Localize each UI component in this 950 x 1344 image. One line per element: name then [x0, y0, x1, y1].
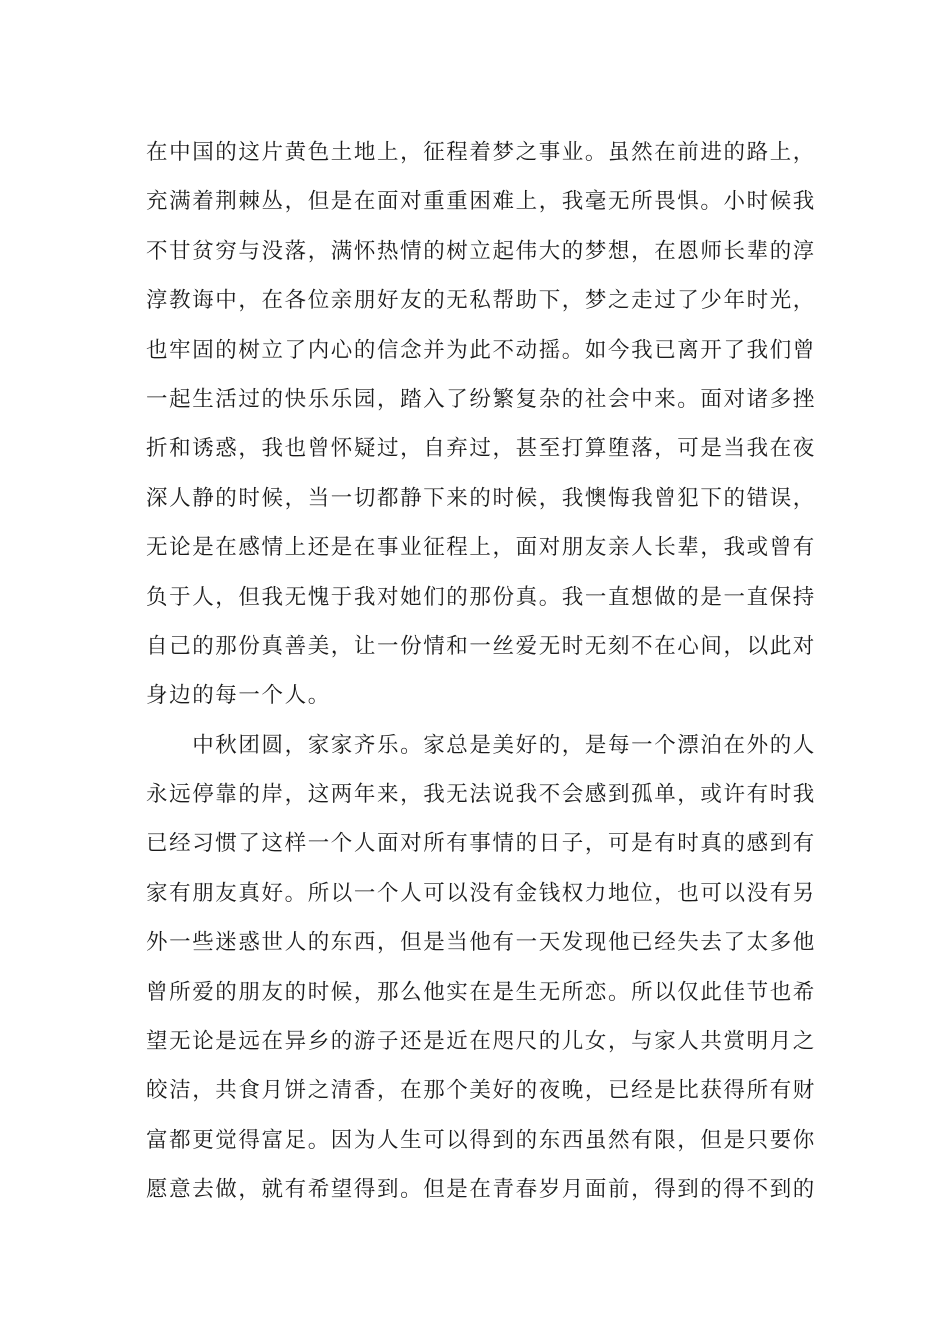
text-line: 皎洁，共食月饼之清香，在那个美好的夜晚，已经是比获得所有财 [146, 1078, 816, 1104]
text-line: 家有朋友真好。所以一个人可以没有金钱权力地位，也可以没有另 [146, 880, 816, 906]
text-line: 也牢固的树立了内心的信念并为此不动摇。如今我已离开了我们曾 [146, 337, 816, 363]
paragraph-1 [146, 128, 816, 721]
text-line: 望无论是远在异乡的游子还是近在咫尺的儿女，与家人共赏明月之 [146, 1029, 816, 1055]
text-line: 外一些迷惑世人的东西，但是当他有一天发现他已经失去了太多他 [146, 930, 816, 956]
text-line: 曾所爱的朋友的时候，那么他实在是生无所恋。所以仅此佳节也希 [146, 979, 816, 1005]
text-line: 自己的那份真善美，让一份情和一丝爱无时无刻不在心间，以此对 [146, 633, 816, 659]
text-line: 一起生活过的快乐乐园，踏入了纷繁复杂的社会中来。面对诸多挫 [146, 386, 816, 412]
text-line: 中秋团圆，家家齐乐。家总是美好的，是每一个漂泊在外的人 [146, 732, 816, 758]
text-line: 深人静的时候，当一切都静下来的时候，我懊悔我曾犯下的错误， [146, 485, 816, 511]
text-line: 愿意去做，就有希望得到。但是在青春岁月面前，得到的得不到的 [146, 1177, 816, 1203]
text-line: 不甘贫穷与没落，满怀热情的树立起伟大的梦想，在恩师长辈的淳 [146, 238, 816, 264]
body-text [146, 128, 816, 1215]
text-line: 永远停靠的岸，这两年来，我无法说我不会感到孤单，或许有时我 [146, 782, 816, 808]
text-line: 折和诱惑，我也曾怀疑过，自弃过，甚至打算堕落，可是当我在夜 [146, 436, 816, 462]
text-line: 负于人，但我无愧于我对她们的那份真。我一直想做的是一直保持 [146, 584, 816, 610]
text-line: 身边的每一个人。 [146, 683, 331, 709]
paragraph-2 [146, 721, 816, 1215]
text-line: 富都更觉得富足。因为人生可以得到的东西虽然有限，但是只要你 [146, 1127, 816, 1153]
text-line: 淳教诲中，在各位亲朋好友的无私帮助下，梦之走过了少年时光， [146, 288, 816, 314]
text-line: 充满着荆棘丛，但是在面对重重困难上，我毫无所畏惧。小时候我 [146, 189, 816, 215]
text-line: 无论是在感情上还是在事业征程上，面对朋友亲人长辈，我或曾有 [146, 535, 816, 561]
text-line: 在中国的这片黄色土地上，征程着梦之事业。虽然在前进的路上， [146, 140, 816, 165]
text-line: 已经习惯了这样一个人面对所有事情的日子，可是有时真的感到有 [146, 831, 816, 857]
